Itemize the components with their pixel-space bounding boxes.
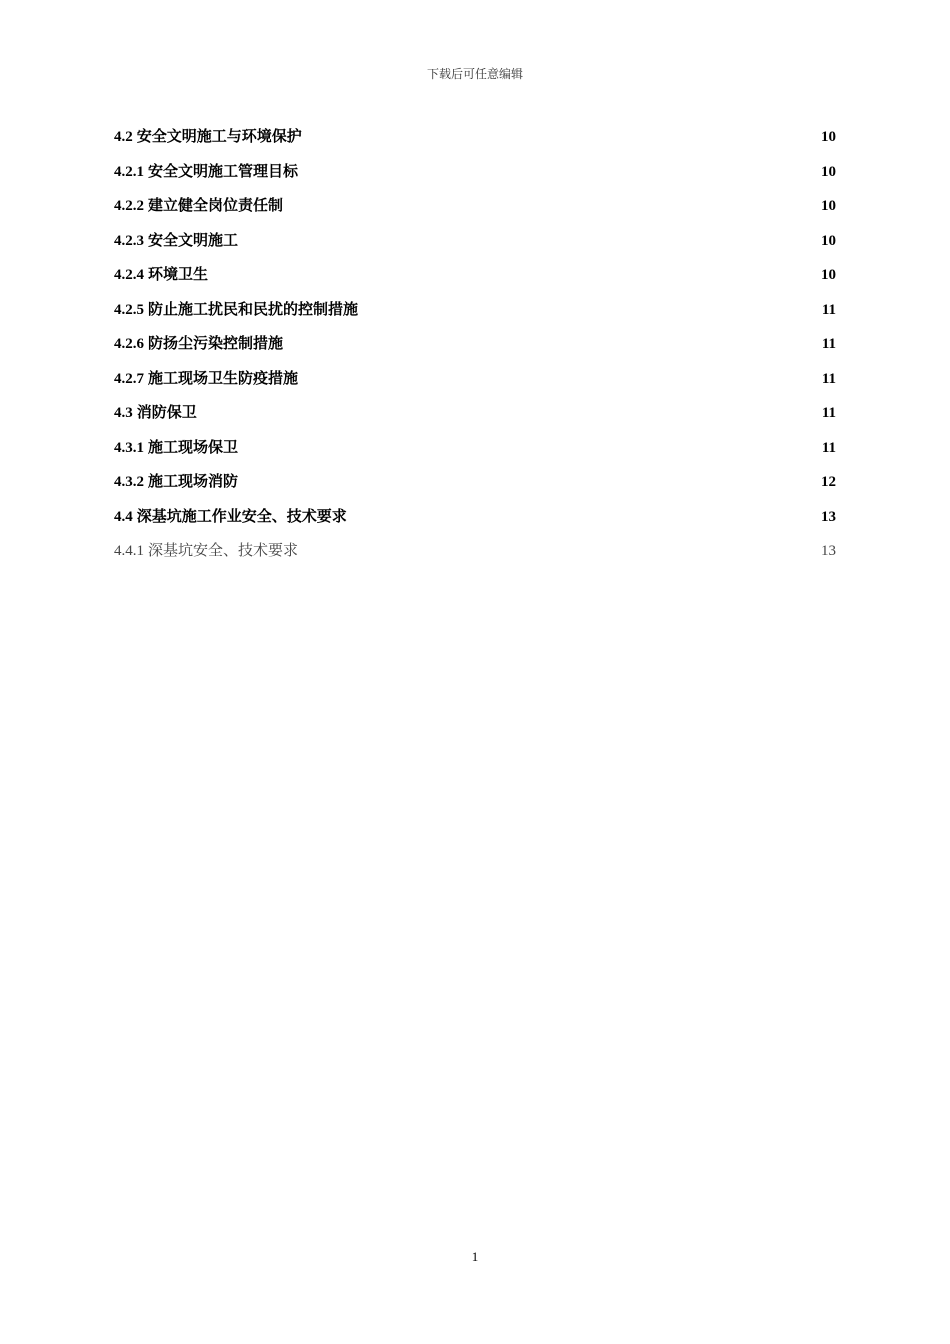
toc-entry-title: 消防保卫	[136, 405, 197, 421]
toc-entry-number: 4.2.2	[114, 198, 144, 214]
toc-entry-page: 13	[821, 543, 836, 559]
toc-entry-number: 4.2.7	[114, 370, 144, 387]
toc-entry-page: 10	[821, 163, 836, 180]
toc-entry[interactable]	[114, 195, 836, 230]
toc-entry-title: 安全文明施工与环境保护	[136, 129, 302, 145]
page-number: 1	[471, 1249, 479, 1264]
toc-entry-page: 11	[821, 336, 836, 352]
toc-entry[interactable]	[114, 230, 836, 265]
toc-entry-title: 深基坑安全、技术要求	[148, 543, 299, 559]
toc-entry-number: 4.4.1	[114, 543, 144, 559]
toc-entry[interactable]	[114, 402, 836, 437]
toc-entry-page: 11	[821, 439, 836, 456]
toc-entry-page: 11	[821, 301, 836, 318]
toc-entry-number: 4.2.6	[114, 336, 144, 352]
toc-entry-number: 4.2.4	[114, 267, 144, 283]
toc-entry[interactable]	[114, 506, 836, 541]
toc-entry-number: 4.2.3	[114, 232, 144, 249]
toc-entry[interactable]	[114, 471, 836, 506]
toc-entry[interactable]	[114, 264, 836, 299]
toc-entry-number: 4.3.2	[114, 474, 144, 490]
toc-entry[interactable]	[114, 299, 836, 334]
toc-entry-page: 11	[821, 405, 836, 421]
toc-entry[interactable]	[114, 333, 836, 368]
toc-entry-page: 10	[821, 232, 836, 249]
toc-entry[interactable]	[114, 437, 836, 472]
toc-entry-page: 12	[821, 474, 836, 490]
toc-entry-title: 深基坑施工作业安全、技术要求	[136, 508, 347, 525]
toc-entry-page: 10	[821, 267, 836, 283]
toc-entry-title: 施工现场卫生防疫措施	[148, 370, 299, 387]
toc-entry-title: 环境卫生	[148, 267, 209, 283]
toc-entry[interactable]	[114, 161, 836, 196]
toc-entry-title: 建立健全岗位责任制	[148, 198, 284, 214]
toc-entry-page: 13	[821, 508, 836, 525]
toc-entry-title: 施工现场保卫	[148, 439, 239, 456]
table-of-contents	[114, 126, 836, 575]
toc-entry-page: 10	[821, 129, 836, 145]
toc-entry[interactable]	[114, 540, 836, 575]
toc-entry-number: 4.3	[114, 405, 133, 421]
toc-entry-title: 防扬尘污染控制措施	[148, 336, 284, 352]
toc-entry-title: 安全文明施工管理目标	[148, 163, 299, 180]
toc-entry-number: 4.4	[114, 508, 133, 525]
toc-entry-page: 11	[821, 370, 836, 387]
toc-entry-title: 施工现场消防	[148, 474, 239, 490]
toc-entry[interactable]	[114, 368, 836, 403]
toc-entry-title: 防止施工扰民和民扰的控制措施	[148, 301, 359, 318]
toc-entry-number: 4.2	[114, 129, 133, 145]
toc-entry-number: 4.2.5	[114, 301, 144, 318]
toc-entry[interactable]	[114, 126, 836, 161]
toc-entry-number: 4.3.1	[114, 439, 144, 456]
toc-entry-title: 安全文明施工	[148, 232, 239, 249]
toc-entry-number: 4.2.1	[114, 163, 144, 180]
toc-entry-page: 10	[821, 198, 836, 214]
page-header: 下载后可任意编辑	[426, 67, 523, 81]
